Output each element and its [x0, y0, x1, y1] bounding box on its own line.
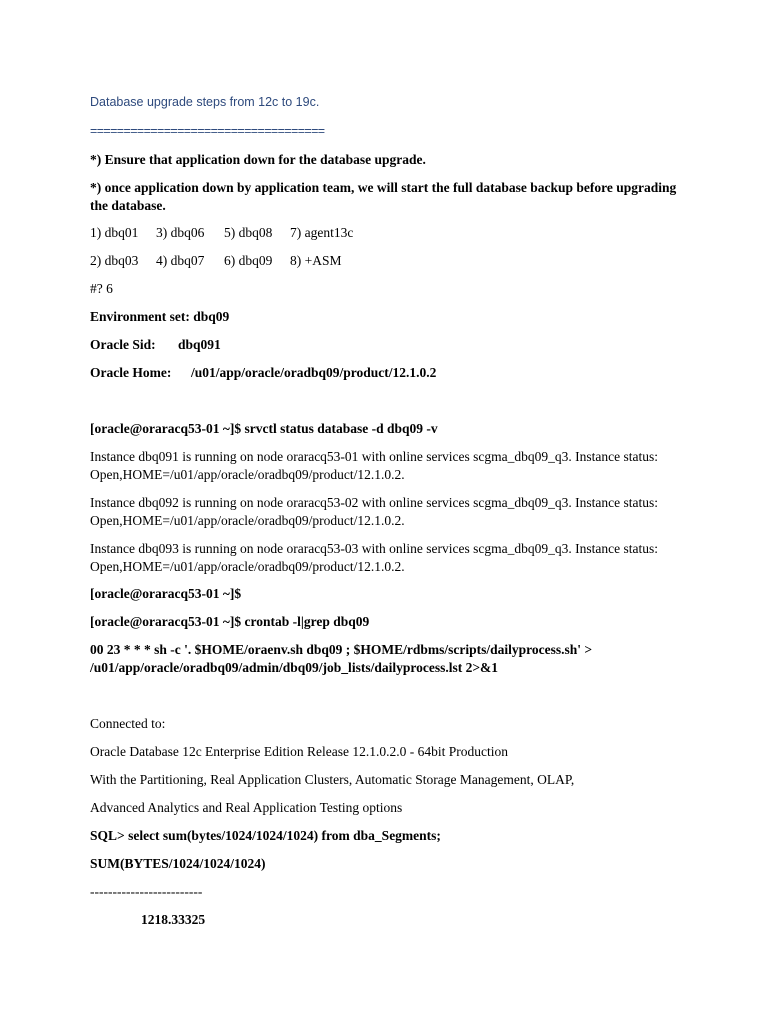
connected-to: Connected to:	[90, 716, 166, 731]
menu-item: 8) +ASM	[290, 253, 342, 268]
menu-item: 2) dbq03	[90, 253, 139, 268]
instance-status-2: Instance dbq092 is running on node oraracq53-02 with online services scgma_dbq09_q3. Instance status: Open,HOME=/u01/app/oracle/oradbq09/product/12.1.0.2.	[90, 495, 658, 528]
menu-item: 1) dbq01	[90, 225, 139, 240]
menu-item: 3) dbq06	[156, 225, 205, 240]
menu-choice-prompt: #? 6	[90, 281, 113, 296]
environment-set: Environment set: dbq09	[90, 309, 230, 324]
step-2: *) once application down by application team, we will start the full database backup before upgrading the database.	[90, 180, 677, 213]
instance-status-3: Instance dbq093 is running on node oraracq53-03 with online services scgma_dbq09_q3. Instance status: Open,HOME=/u01/app/oracle/oradbq09/product/12.1.0.2.	[90, 541, 658, 574]
db-menu-row-2	[90, 252, 342, 270]
db-options-line-1: With the Partitioning, Real Application Clusters, Automatic Storage Management, OLAP,	[90, 772, 575, 787]
db-options-line-2: Advanced Analytics and Real Application Testing options	[90, 800, 403, 815]
db-menu-row-1	[90, 224, 353, 242]
step-1: *) Ensure that application down for the database upgrade.	[90, 152, 426, 167]
sql-query: SQL> select sum(bytes/1024/1024/1024) from dba_Segments;	[90, 828, 441, 843]
oracle-home	[90, 364, 436, 382]
menu-item: 5) dbq08	[224, 225, 273, 240]
oracle-home-label: Oracle Home:	[90, 365, 172, 380]
menu-item: 7) agent13c	[290, 225, 354, 240]
menu-item: 6) dbq09	[224, 253, 273, 268]
sql-result-value: 1218.33325	[141, 912, 206, 927]
menu-item: 4) dbq07	[156, 253, 205, 268]
db-version: Oracle Database 12c Enterprise Edition Release 12.1.0.2.0 - 64bit Production	[90, 744, 509, 759]
srvctl-command: [oracle@oraracq53-01 ~]$ srvctl status database -d dbq09 -v	[90, 421, 438, 436]
shell-prompt: [oracle@oraracq53-01 ~]$	[90, 586, 242, 601]
cron-entry: 00 23 * * * sh -c '. $HOME/oraenv.sh dbq09 ; $HOME/rdbms/scripts/dailyprocess.sh' > /u01/app/oracle/oradbq09/admin/dbq09/job_lists/dailyprocess.lst 2>&1	[90, 642, 593, 675]
instance-status-1: Instance dbq091 is running on node oraracq53-01 with online services scgma_dbq09_q3. Instance status: Open,HOME=/u01/app/oracle/oradbq09/product/12.1.0.2.	[90, 449, 658, 482]
document-title: Database upgrade steps from 12c to 19c.	[90, 95, 320, 109]
oracle-sid-label: Oracle Sid:	[90, 337, 156, 352]
sql-result-separator: -------------------------	[90, 884, 203, 899]
oracle-home-value: /u01/app/oracle/oradbq09/product/12.1.0.2	[191, 365, 437, 380]
sql-result-column: SUM(BYTES/1024/1024/1024)	[90, 856, 266, 871]
oracle-sid	[90, 336, 221, 354]
title-underline: ===================================	[90, 124, 325, 138]
oracle-sid-value: dbq091	[178, 337, 221, 352]
crontab-command: [oracle@oraracq53-01 ~]$ crontab -l|grep dbq09	[90, 614, 370, 629]
